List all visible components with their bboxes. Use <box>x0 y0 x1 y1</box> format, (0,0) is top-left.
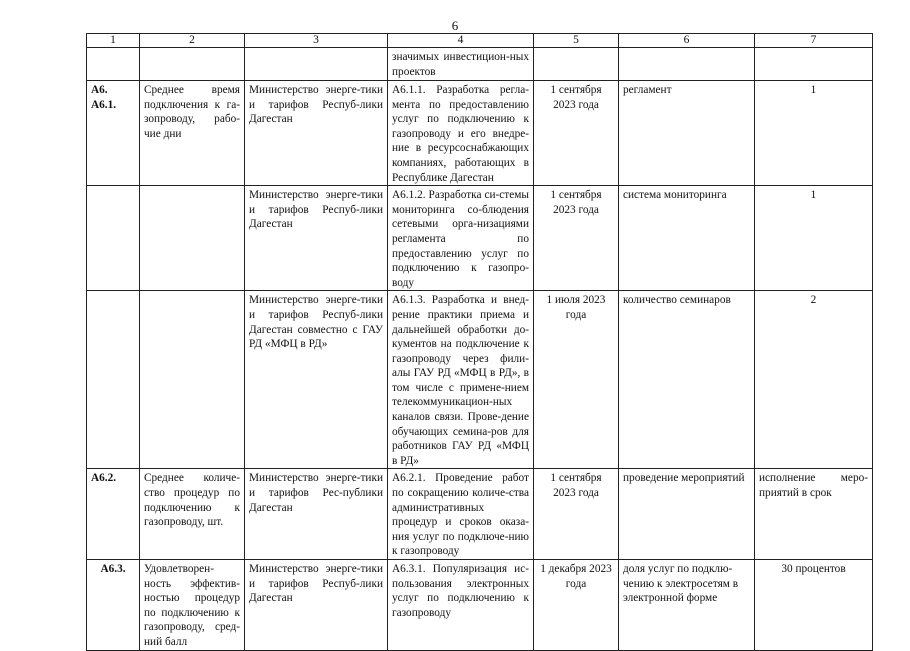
executor-cell <box>245 48 388 81</box>
executor-cell: Министерство энерге-тики и тарифов Рес-публики Дагестан <box>245 469 388 560</box>
indicator-cell <box>140 186 245 291</box>
result-cell: проведение мероприятий <box>619 469 755 560</box>
measure-cell: А6.2.1. Проведение работ по сокращению количе-ства административных процедур и сроков оказа-ния услуг по подключе-нию к газопроводу <box>388 469 534 560</box>
executor-cell: Министерство энерге-тики и тарифов Респуб-лики Дагестан совместно с ГАУ РД «МФЦ в РД» <box>245 291 388 469</box>
code-cell <box>87 291 140 469</box>
indicator-cell <box>140 291 245 469</box>
measure-cell: А6.1.2. Разработка си-стемы мониторинга со-блюдения сетевыми орга-низациями регламента по предоставлению услуг по подключению к газопро-воду <box>388 186 534 291</box>
table-row <box>87 469 873 560</box>
deadline-cell <box>534 48 619 81</box>
indicator-cell: Среднее количе-ство процедур по подключению к газопроводу, шт. <box>140 469 245 560</box>
result-cell: регламент <box>619 81 755 186</box>
measure-cell: А6.3.1. Популяризация ис-пользования электронных услуг по подключению к газопроводу <box>388 560 534 651</box>
executor-cell: Министерство энерге-тики и тарифов Респуб-лики Дагестан <box>245 81 388 186</box>
measure-cell: значимых инвестицион-ных проектов <box>388 48 534 81</box>
deadline-cell: 1 сентября 2023 года <box>534 81 619 186</box>
column-header: 3 <box>245 34 388 48</box>
column-header: 6 <box>619 34 755 48</box>
page-number: 6 <box>451 18 459 33</box>
result-cell <box>619 48 755 81</box>
column-number-row <box>87 34 873 48</box>
table-row <box>87 560 873 651</box>
code-cell: А6. А6.1. <box>87 81 140 186</box>
code-cell: А6.3. <box>87 560 140 651</box>
column-header: 2 <box>140 34 245 48</box>
value-cell: 1 <box>755 186 873 291</box>
table-row <box>87 48 873 81</box>
measure-cell: А6.1.3. Разработка и внед-рение практики приема и дальнейшей обработки до-кументов на подключение к газопроводу через фили-алы ГАУ РД «МФЦ в РД», в том числе с примене-нием телекоммуникацион-ных каналов связи. Прове-дение обучающих семина-ров для работников ГАУ РД «МФЦ в РД» <box>388 291 534 469</box>
deadline-cell: 1 декабря 2023 года <box>534 560 619 651</box>
table-row <box>87 81 873 186</box>
value-cell: 2 <box>755 291 873 469</box>
deadline-cell: 1 сентября 2023 года <box>534 186 619 291</box>
measure-cell: А6.1.1. Разработка регла-мента по предоставлению услуг по подключению к газопроводу и его внедре-ние в ресурсоснабжающих компаниях, работающих в Республике Дагестан <box>388 81 534 186</box>
column-header: 4 <box>388 34 534 48</box>
indicator-cell: Среднее время подключения к га-зопроводу, рабо-чие дни <box>140 81 245 186</box>
result-cell: доля услуг по подклю-чению к электросетям в электронной форме <box>619 560 755 651</box>
table-row <box>87 186 873 291</box>
value-cell: 30 процентов <box>755 560 873 651</box>
column-header: 7 <box>755 34 873 48</box>
code-cell <box>87 48 140 81</box>
code-cell: А6.2. <box>87 469 140 560</box>
deadline-cell: 1 сентября 2023 года <box>534 469 619 560</box>
value-cell: 1 <box>755 81 873 186</box>
deadline-cell: 1 июля 2023 года <box>534 291 619 469</box>
indicator-cell <box>140 48 245 81</box>
column-header: 5 <box>534 34 619 48</box>
executor-cell: Министерство энерге-тики и тарифов Респуб-лики Дагестан <box>245 186 388 291</box>
measures-table <box>86 33 873 651</box>
column-header: 1 <box>87 34 140 48</box>
table-row <box>87 291 873 469</box>
indicator-cell: Удовлетворен-ность эффектив-ностью процедур по подключению к газопроводу, сред-ний балл <box>140 560 245 651</box>
code-cell <box>87 186 140 291</box>
result-cell: количество семинаров <box>619 291 755 469</box>
value-cell: исполнение меро-приятий в срок <box>755 469 873 560</box>
executor-cell: Министерство энерге-тики и тарифов Респуб-лики Дагестан <box>245 560 388 651</box>
result-cell: система мониторинга <box>619 186 755 291</box>
value-cell <box>755 48 873 81</box>
